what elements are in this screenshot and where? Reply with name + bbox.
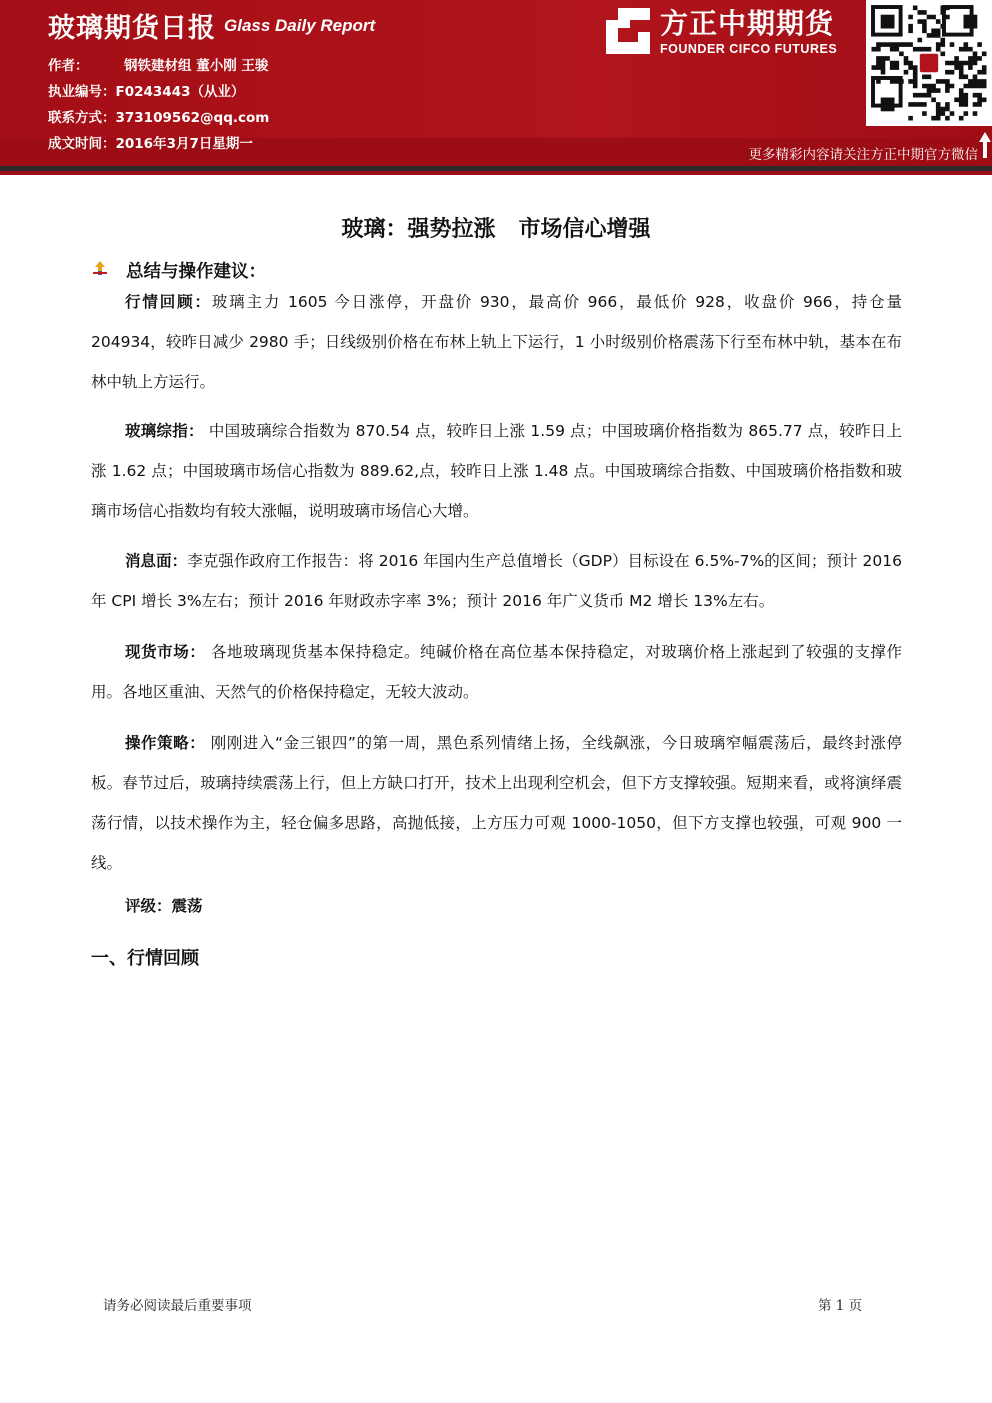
logo-english-name: FOUNDER CIFCO FUTURES	[660, 42, 838, 56]
meta-value: 钢铁建材组 董小刚 王骏	[124, 58, 269, 74]
report-subtitle: Glass Daily Report	[224, 16, 376, 35]
follow-wechat-text: 更多精彩内容请关注方正中期官方微信	[748, 147, 978, 163]
report-header	[0, 0, 992, 166]
up-arrow-icon	[978, 130, 992, 160]
footer-notice: 请务必阅读最后重要事项	[103, 1298, 252, 1314]
company-logo	[604, 4, 862, 66]
meta-label: 作者：	[48, 58, 89, 74]
paragraph-text: 各地玻璃现货基本保持稳定。纯碱价格在高位基本保持稳定，对玻璃价格上涨起到了较强的支撑作用。各地区重油、天然气的价格保持稳定，无较大波动。	[91, 643, 902, 701]
section-title: 总结与操作建议：	[126, 262, 266, 282]
report-title: 玻璃期货日报	[48, 13, 216, 44]
paragraph-label: 玻璃综指：	[125, 422, 204, 440]
paragraph-label: 操作策略：	[125, 734, 206, 752]
rating: 评级：震荡	[125, 897, 203, 915]
meta-value: 373109562@qq.com	[115, 110, 270, 126]
arrow-bullet-icon	[92, 260, 108, 276]
qr-code-icon	[866, 0, 992, 126]
meta-label: 成文时间：	[48, 136, 116, 152]
paragraph-glass-index	[91, 411, 902, 531]
paragraph-news	[91, 541, 902, 621]
meta-contact	[48, 106, 269, 126]
paragraph-text: 玻璃主力 1605 今日涨停，开盘价 930，最高价 966，最低价 928，收盘价 966，持仓量 204934，较昨日减少 2980 手；日线级别价格在布林上轨上下运行，1 小时级别价格震荡下行至布林中轨，基本在布林中轨上方运行。	[91, 293, 902, 391]
paragraph-label: 现货市场：	[125, 643, 206, 661]
page-number: 第 1 页	[818, 1298, 863, 1314]
meta-value: F0243443（从业）	[115, 84, 245, 100]
chapter-title: 一、行情回顾	[91, 948, 199, 969]
founder-logo-icon	[604, 6, 652, 56]
meta-date	[48, 132, 253, 152]
page-title: 玻璃：强势拉涨 市场信心增强	[341, 217, 651, 242]
logo-name: 方正中期期货	[660, 7, 835, 40]
meta-value: 2016年3月7日星期一	[115, 136, 253, 152]
paragraph-text: 李克强作政府工作报告：将 2016 年国内生产总值增长（GDP）目标设在 6.5%-7%的区间；预计 2016 年 CPI 增长 3%左右；预计 2016 年财政赤字率 3%；预计 2016 年广义货币 M2 增长 13%左右。	[91, 552, 902, 610]
paragraph-spot-market	[91, 632, 902, 712]
meta-license	[48, 80, 244, 100]
paragraph-text: 刚刚进入“金三银四”的第一周，黑色系列情绪上扬，全线飙涨，今日玻璃窄幅震荡后，最终封涨停板。春节过后，玻璃持续震荡上行，但上方缺口打开，技术上出现利空机会，但下方支撑较强。短期来看，或将演绎震荡行情，以技术操作为主，轻仓偏多思路，高抛低接，上方压力可观 1000-1050，但下方支撑也较强，可观 900 一线。	[91, 734, 902, 872]
meta-author	[48, 54, 268, 74]
paragraph-label: 消息面：	[125, 552, 188, 570]
paragraph-label: 行情回顾：	[125, 293, 212, 311]
meta-label: 联系方式：	[48, 110, 116, 126]
header-rule-red	[0, 171, 992, 175]
paragraph-text: 中国玻璃综合指数为 870.54 点，较昨日上涨 1.59 点；中国玻璃价格指数为 865.77 点，较昨日上涨 1.62 点；中国玻璃市场信心指数为 889.62,点，较昨日上涨 1.48 点。中国玻璃综合指数、中国玻璃价格指数和玻璃市场信心指数均有较大涨幅，说明玻璃市场信心大增。	[91, 422, 902, 520]
paragraph-market-review	[91, 282, 902, 402]
paragraph-strategy	[91, 723, 902, 883]
meta-label: 执业编号：	[48, 84, 116, 100]
qr-code-image	[866, 0, 992, 126]
